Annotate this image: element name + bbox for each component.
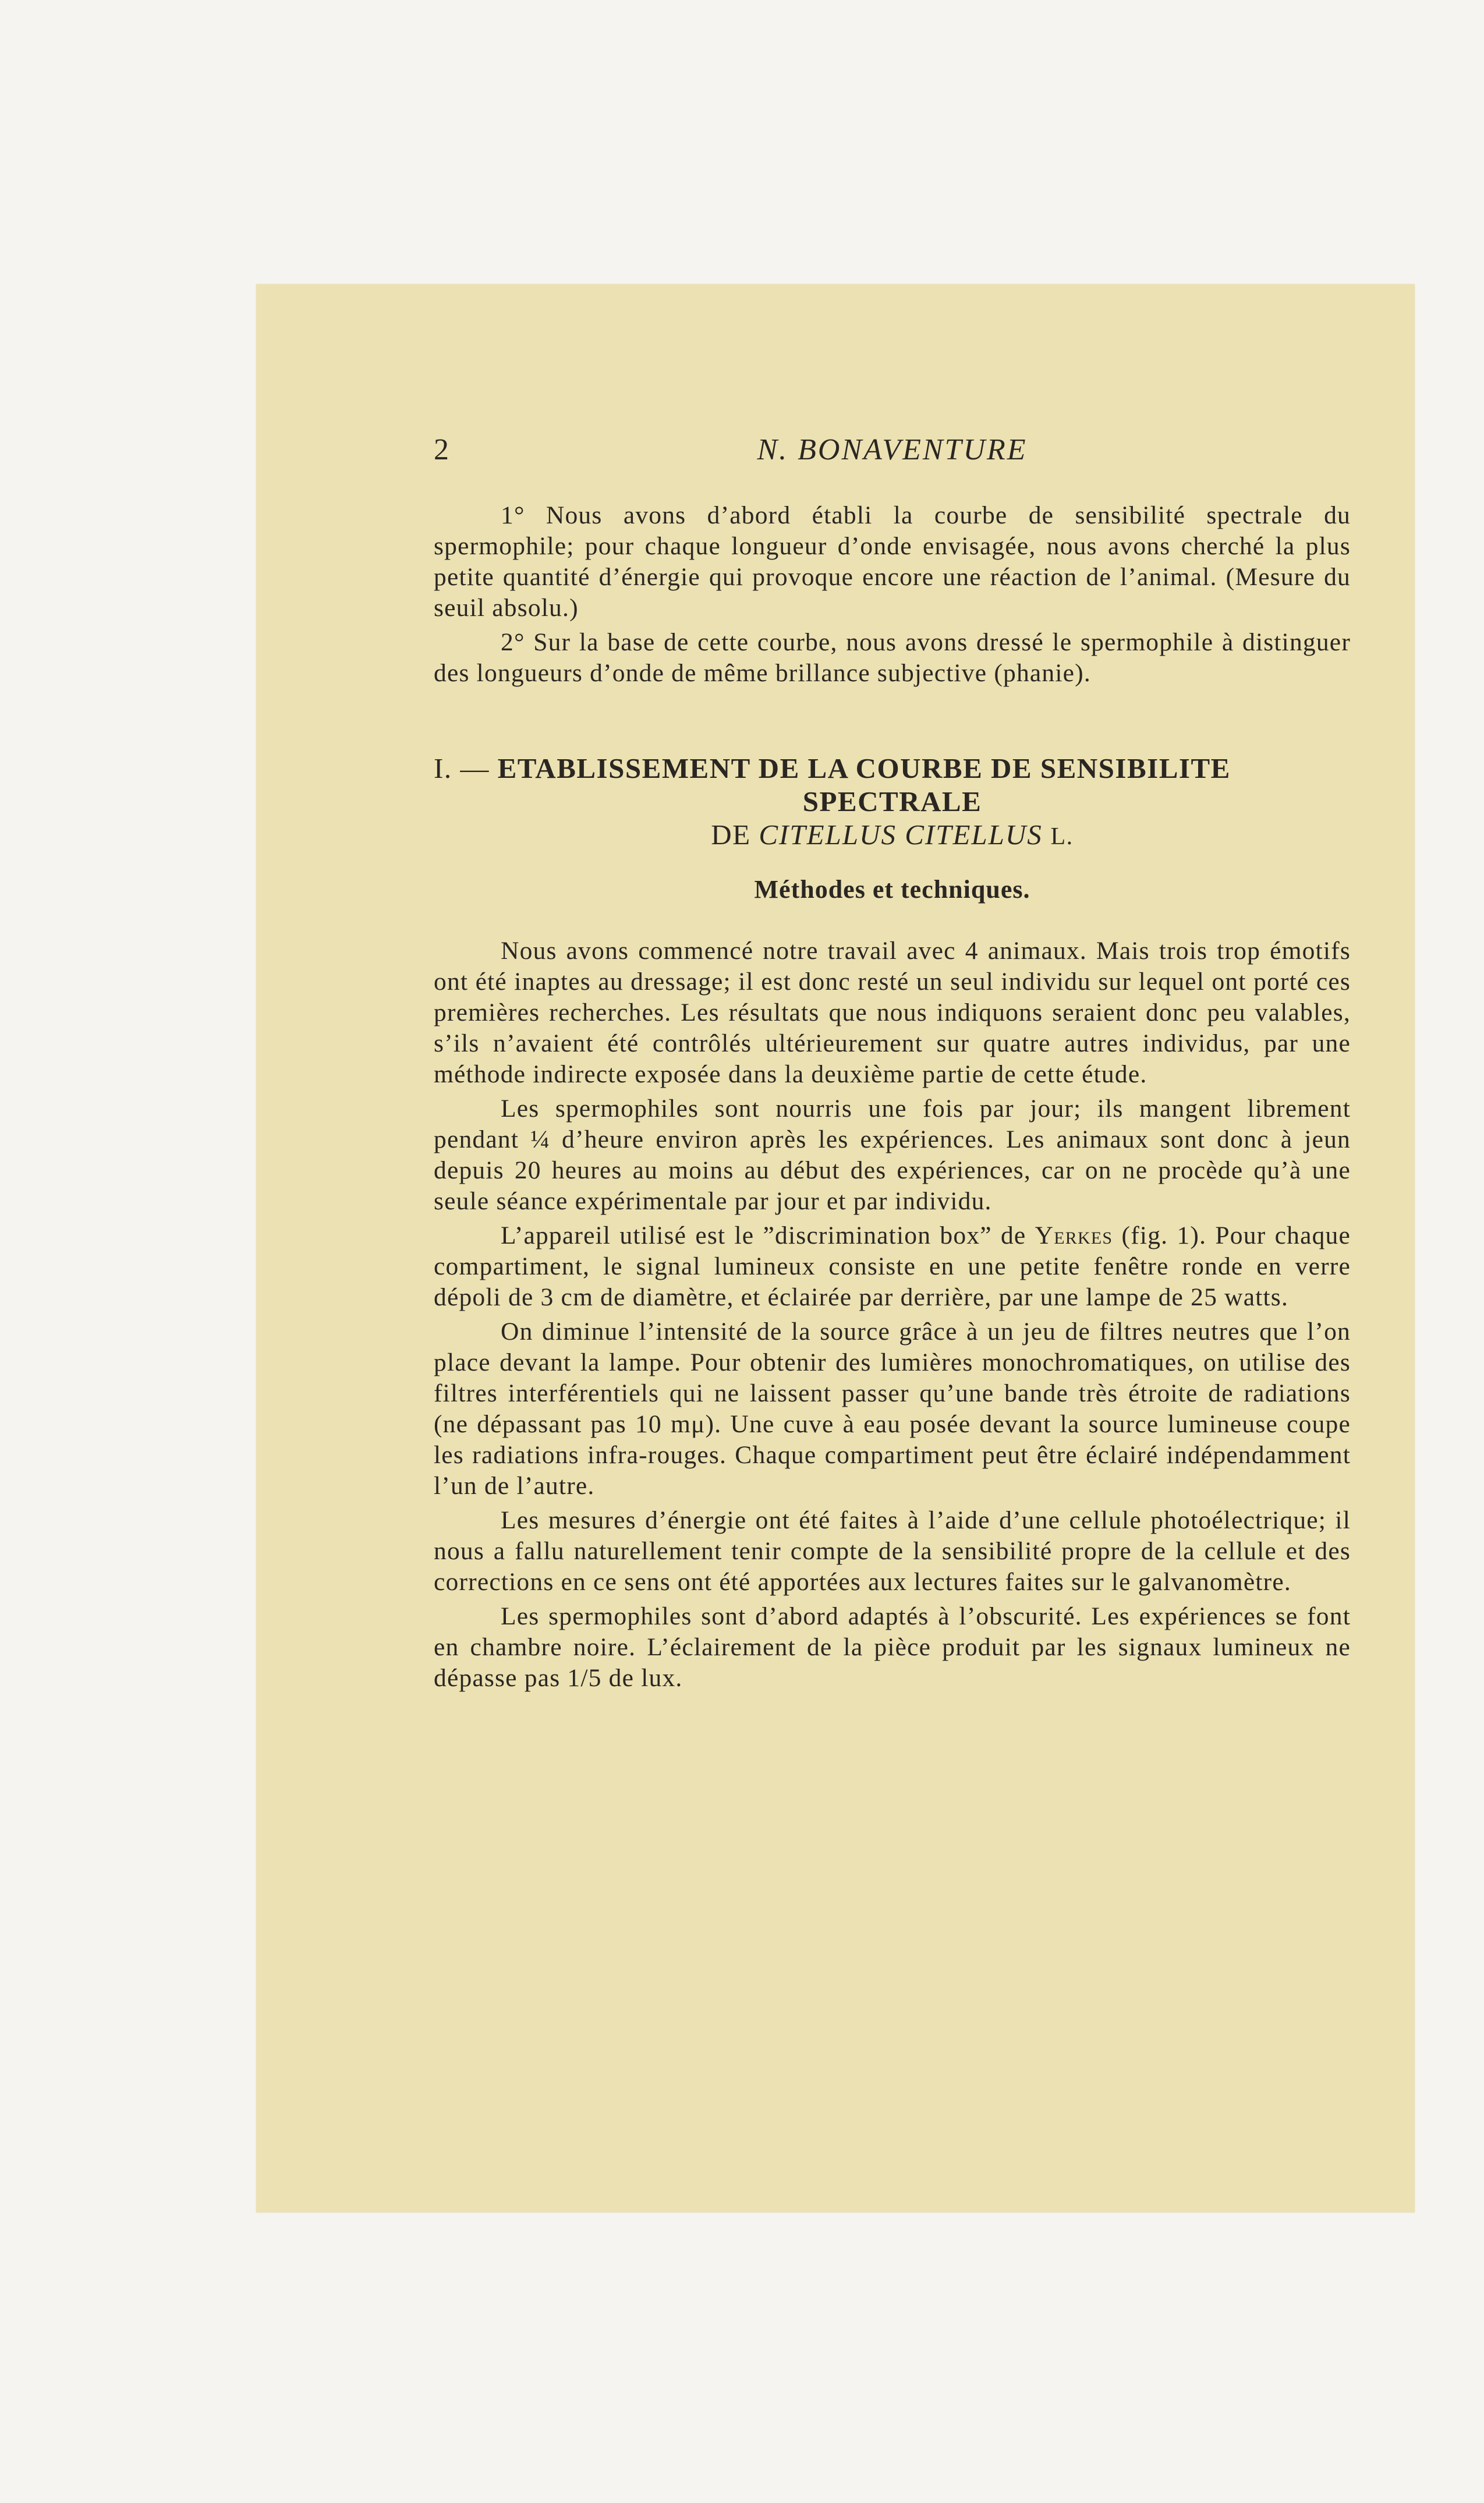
body-paragraph-1: Nous avons commencé notre travail avec 4 animaux. Mais trois trop émotifs ont été inaptes au dressage; il est donc resté un seul individu sur lequel ont porté ces premières recherches. Les résultats que nous indiquons seraient donc peu valables, s’ils n’avaient été contrôlés ultérieurement sur quatre autres individus, par une méthode indirecte exposée dans la deuxième partie de cette étude. — [434, 937, 1351, 1088]
intro-paragraph-1: 1° Nous avons d’abord établi la courbe de sensibilité spectrale du spermophile; pour chaque longueur d’onde envisagée, nous avons cherché la plus petite quantité d’énergie qui provoque encore une réaction de l’animal. (Mesure du seuil absolu.) — [434, 501, 1351, 622]
page-content — [434, 433, 1351, 1697]
species-authority: L. — [1050, 823, 1074, 850]
intro-section — [434, 500, 1351, 689]
intro-paragraph-2: 2° Sur la base de cette courbe, nous avons dressé le spermophile à distinguer des longueurs d’onde de même brillance subjective (phanie). — [434, 628, 1351, 687]
body-paragraph-4: On diminue l’intensité de la source grâce à un jeu de filtres neutres que l’on place devant la lampe. Pour obtenir des lumières monochromatiques, on utilise des filtres interférentiels qui ne laissent passer qu’une bande très étroite de radiations (ne dépassant pas 10 mμ). Une cuve à eau posée devant la source lumineuse coupe les radiations infra-rouges. Chaque compartiment peut être éclairé indépendamment l’un de l’autre. — [434, 1318, 1351, 1500]
body-paragraph-3 — [434, 1220, 1351, 1313]
section-number: I. — — [434, 752, 490, 784]
body-paragraph-6: Les spermophiles sont d’abord adaptés à l’obscurité. Les expériences se font en chambre noire. L’éclairement de la pièce produit par les signaux lumineux ne dépasse pas 1/5 de lux. — [434, 1602, 1351, 1692]
paragraph-3-text-start: L’appareil utilisé est le ”discrimination box” de — [501, 1222, 1035, 1249]
section-title-line-2: SPECTRALE — [802, 785, 982, 817]
section-title-prefix: DE — [711, 819, 751, 851]
paper-page — [256, 284, 1415, 2212]
running-head-author: N. BONAVENTURE — [757, 433, 1028, 466]
section-heading-line-3 — [434, 818, 1351, 854]
section-title-line-1: ETABLISSEMENT DE LA COURBE DE SENSIBILITE — [497, 752, 1231, 784]
paragraph-3-text-end: (fig. 1). Pour chaque compartiment, le signal lumineux consiste en une petite fenêtre ronde en verre dépoli de 3 cm de diamètre, et éclairée par derrière, par une lampe de 25 watts. — [434, 1222, 1351, 1311]
subheading: Méthodes et techniques. — [754, 875, 1030, 904]
body-paragraph-2: Les spermophiles sont nourris une fois par jour; ils mangent librement pendant ¼ d’heure environ après les expériences. Les animaux sont donc à jeun depuis 20 heures au moins au début des expériences, car on ne procède qu’à une seule séance expérimentale par jour et par individu. — [434, 1095, 1351, 1215]
section-heading-line-1 — [434, 752, 1351, 785]
species-name: CITELLUS CITELLUS — [759, 819, 1043, 851]
section-heading — [434, 752, 1351, 854]
body-paragraph-5: Les mesures d’énergie ont été faites à l’aide d’une cellule photoélectrique; il nous a fallu naturellement tenir compte de la sensibilité propre de la cellule et des corrections en ce sens ont été apportées aux lectures faites sur le galvanomètre. — [434, 1506, 1351, 1596]
running-head — [434, 433, 1351, 479]
page-number: 2 — [434, 433, 449, 466]
author-name-yerkes: Yerkes — [1035, 1222, 1113, 1249]
